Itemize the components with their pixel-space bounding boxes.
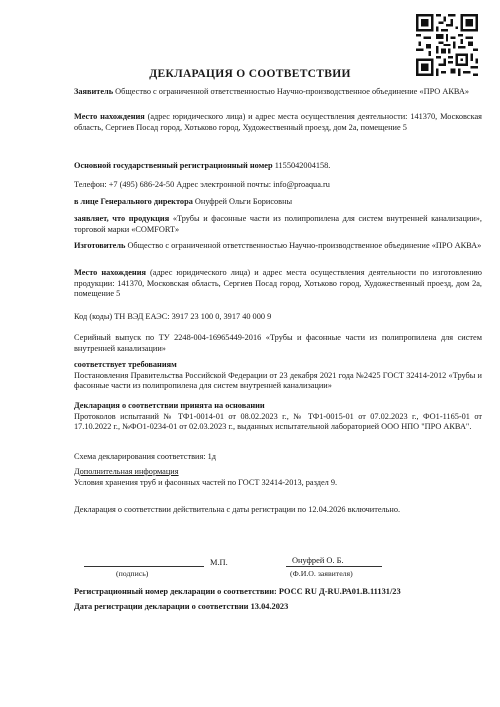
person-label: в лице Генерального директора — [74, 197, 193, 206]
location-label: Место нахождения — [74, 112, 145, 121]
ogrn-value: 1155042004158. — [274, 161, 331, 170]
tnved-section — [74, 312, 482, 323]
signer-name: Онуфрей О. Б. — [292, 556, 344, 565]
ogrn-section — [74, 161, 482, 172]
additional-label: Дополнительная информация — [74, 467, 179, 476]
requirements-section — [74, 360, 482, 392]
tnved-text: Код (коды) ТН ВЭД ЕАЭС: 3917 23 100 0, 3917 40 000 9 — [74, 312, 272, 321]
requirements-text: Постановления Правительства Российской Федерации от 23 декабря 2021 года №2425 ГОСТ 32414-2012 «Трубы и фасонные части из полипропилена для систем внутренней канализации» — [74, 370, 482, 391]
basis-text: Протоколов испытаний № ТФ1-0014-01 от 08.02.2023 г., № ТФ1-0015-01 от 07.02.2023 г., ФО1-1165-01 от 17.10.2022 г., №ФО1-0234-01 от 02.03.2023 г., выданных испытательной лабораторией ООО НПО "ПРО АКВА". — [74, 411, 482, 432]
signer-name-line — [286, 566, 382, 567]
declares-label: заявляет, что продукция — [74, 214, 170, 223]
validity-text: Декларация о соответствии действительна с даты регистрации по 12.04.2026 включительно. — [74, 505, 401, 514]
manufacturer-location-section — [74, 268, 482, 300]
registration-date: 13.04.2023 — [250, 602, 289, 611]
manufacturer-section — [74, 241, 482, 252]
manufacturer-text: Общество с ограниченной ответственностью Научно-производственное объединение «ПРО АКВА» — [127, 241, 482, 250]
applicant-label: Заявитель — [74, 87, 114, 96]
manufacturer-label: Изготовитель — [74, 241, 126, 250]
scheme-text: Схема декларирования соответствия: 1д — [74, 452, 217, 461]
registration-number: РОСС RU Д-RU.РА01.В.11131/23 — [278, 587, 401, 596]
requirements-label: соответствует требованиям — [74, 360, 177, 369]
basis-label: Декларация о соответствии принята на основании — [74, 401, 265, 410]
registration-number-label: Регистрационный номер декларации о соответствии: — [74, 587, 277, 596]
registration-date-row — [74, 601, 494, 612]
declares-section — [74, 214, 482, 235]
additional-text: Условия хранения труб и фасонных частей по ГОСТ 32414-2013, раздел 9. — [74, 477, 338, 487]
contacts-text: Телефон: +7 (495) 686-24-50 Адрес электронной почты: info@proaqua.ru — [74, 180, 330, 189]
applicant-section — [74, 87, 482, 98]
scheme-section — [74, 452, 482, 463]
serial-text: Серийный выпуск по ТУ 2248-004-16965449-2016 «Трубы и фасонные части из полипропилена для систем внутренней канализации» — [74, 333, 482, 353]
signer-name-caption: (Ф.И.О. заявителя) — [290, 569, 353, 578]
stamp-mark: М.П. — [210, 558, 228, 567]
document-title: ДЕКЛАРАЦИЯ О СООТВЕТСТВИИ — [149, 68, 351, 80]
applicant-text: Общество с ограниченной ответственностью Научно-производственное объединение «ПРО АКВА» — [115, 87, 470, 96]
signature-line — [84, 566, 204, 567]
additional-section — [74, 467, 482, 488]
ogrn-label: Основной государственный регистрационный номер — [74, 161, 273, 170]
basis-section — [74, 401, 482, 433]
contacts-section — [74, 180, 482, 191]
validity-section — [74, 505, 482, 516]
serial-section — [74, 333, 482, 354]
registration-number-row — [74, 586, 494, 597]
manufacturer-location-label: Место нахождения — [74, 268, 146, 277]
registration-date-label: Дата регистрации декларации о соответствии — [74, 602, 249, 611]
manufacturer-location-text: (адрес юридического лица) и адрес места осуществления деятельности по изготовлению продукции: 141370, Московская область, Сергиев Посад город, Хотьково город, Художественный проезд, дом 2а, помещение 5 — [74, 268, 482, 299]
person-value: Онуфрей Ольги Борисовны — [194, 197, 293, 206]
person-section — [74, 197, 482, 208]
location-text: (адрес юридического лица) и адрес места осуществления деятельности: 141370, Московская область, Сергиев Посад город, Хотьково город, Художественный проезд, дом 2а, помещение 5 — [74, 112, 482, 132]
signature-caption: (подпись) — [116, 569, 149, 578]
location-section — [74, 112, 482, 133]
qr-code-icon — [416, 14, 478, 76]
declares-text: «Трубы и фасонные части из полипропилена для систем внутренней канализации», торговой марки «COMFORT» — [74, 214, 482, 234]
